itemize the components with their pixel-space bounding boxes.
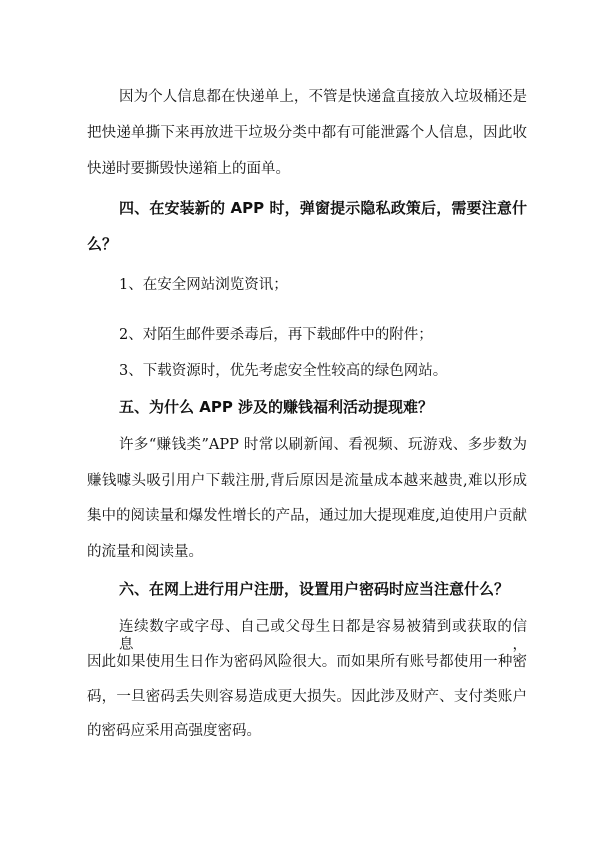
- paragraph-line: 连续数字或字母、自己或父母生日都是容易被猜到或获取的信息，: [119, 619, 527, 653]
- list-item: 2、对陌生邮件要杀毒后，再下载邮件中的附件；: [119, 327, 433, 343]
- section-heading: 四、在安装新的 APP 时，弹窗提示隐私政策后，需要注意什: [119, 199, 527, 217]
- paragraph-line: 因此如果使用生日作为密码风险很大。而如果所有账号都使用一种密: [87, 654, 527, 670]
- list-item: 3、下载资源时，优先考虑安全性较高的绿色网站。: [119, 363, 448, 379]
- paragraph-line: 许多“赚钱类”APP 时常以刷新闻、看视频、玩游戏、多步数为: [119, 437, 527, 453]
- section-heading: 六、在网上进行用户注册，设置用户密码时应当注意什么？: [119, 580, 510, 598]
- paragraph-line: 快递时要撕毁快递箱上的面单。: [87, 161, 290, 177]
- paragraph-line: 因为个人信息都在快递单上，不管是快递盒直接放入垃圾桶还是: [119, 89, 527, 105]
- paragraph-line: 的流量和阅读量。: [87, 544, 203, 560]
- paragraph-line: 赚钱噱头吸引用户下载注册,背后原因是流量成本越来越贵,难以形成: [87, 473, 527, 489]
- section-heading: 五、为什么 APP 涉及的赚钱福利活动提现难？: [119, 398, 434, 416]
- paragraph-line: 集中的阅读量和爆发性增长的产品，通过加大提现难度,迫使用户贡献: [87, 508, 527, 524]
- paragraph-line: 把快递单撕下来再放进干垃圾分类中都有可能泄露个人信息，因此收: [87, 125, 527, 141]
- list-item: 1、在安全网站浏览资讯；: [119, 277, 288, 293]
- paragraph-line: 的密码应采用高强度密码。: [87, 723, 261, 739]
- paragraph-line: 码，一旦密码丢失则容易造成更大损失。因此涉及财产、支付类账户: [87, 689, 527, 705]
- section-heading: 么？: [87, 235, 118, 253]
